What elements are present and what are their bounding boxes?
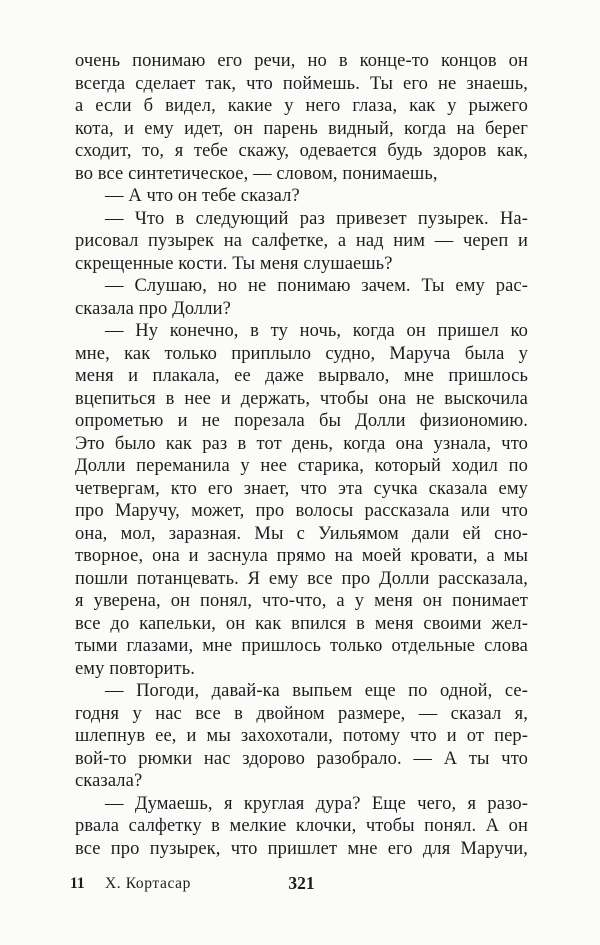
text-line: четвергам, кто его знает, что эта сучка сказала ему [75, 478, 528, 499]
text-block [75, 50, 528, 860]
page-number: 321 [288, 873, 315, 893]
text-line: — Слушаю, но не понимаю зачем. Ты ему рас- [105, 276, 528, 296]
text-line: всегда сделает так, что поймешь. Ты его не знаешь, [75, 73, 528, 94]
text-line: — Думаешь, я круглая дура? Еще чего, я разо- [105, 793, 528, 814]
text-line: а если б видел, какие у него глаза, как у рыжего [75, 96, 528, 116]
text-line: — А что он тебе сказал? [105, 186, 300, 206]
text-line: сказала? [75, 771, 143, 791]
text-line: сказала про Долли? [75, 298, 231, 319]
text-line: мне, как только приплыло судно, Маруча была у [75, 343, 528, 364]
text-line: сходит, то, я тебе скажу, одевается будь здоров как, [75, 141, 528, 161]
text-line: она, мол, заразная. Мы с Уильямом дали ей сно- [75, 523, 528, 544]
text-line: опрометью и не порезала бы Долли физиономию. [75, 411, 528, 431]
text-line: про Маручу, может, про волосы рассказала или что [75, 501, 528, 521]
text-line: тыми глазами, мне пришлось только отдельные слова [75, 636, 528, 656]
text-line: меня и плакала, ее даже вырвало, мне пришлось [75, 366, 528, 386]
text-line: все про пузырек, что пришлет мне его для Маручи, [75, 838, 528, 859]
text-line: вцепиться в нее и держать, чтобы она не выскочила [75, 388, 528, 409]
text-line: я уверена, он понял, что-что, а у меня он понимает [75, 591, 528, 611]
text-line: все до капельки, он как впился в меня своими жел- [75, 613, 528, 634]
text-line: рисовал пузырек на салфетке, а над ним — череп и [75, 231, 528, 251]
text-line: скрещенные кости. Ты меня слушаешь? [75, 253, 393, 274]
text-line: — Что в следующий раз привезет пузырек. На- [105, 208, 528, 229]
text-line: во все синтетическое, — словом, понимаешь, [75, 163, 438, 184]
text-line: — Погоди, давай-ка выпьем еще по одной, се- [105, 681, 528, 701]
text-line: вой-то рюмки нас здорово разобрало. — А ты что [75, 748, 528, 769]
text-line: очень понимаю его речи, но в конце-то концов он [75, 51, 528, 71]
page-footer [0, 874, 600, 896]
text-line: рвала салфетку в мелкие клочки, чтобы понял. А он [75, 816, 528, 836]
sheet-mark: 11 [70, 875, 85, 892]
text-line: ему повторить. [75, 658, 196, 679]
text-line: — Ну конечно, в ту ночь, когда он пришел ко [105, 321, 528, 341]
text-line: Это было как раз в тот день, когда она узнала, что [75, 433, 528, 454]
text-line: кота, и ему идет, он парень видный, когда на берег [75, 118, 528, 139]
text-line: пошли потанцевать. Я ему все про Долли рассказала, [75, 568, 528, 589]
footer-author: Х. Кортасар [105, 875, 191, 892]
text-line: шлепнув ее, и мы захохотали, потому что и от пер- [75, 726, 528, 746]
text-line: Долли переманила у нее старика, который ходил по [75, 456, 528, 476]
text-line: годня у нас все в двойном размере, — сказал я, [75, 703, 528, 724]
text-line: творное, она и заснула прямо на моей кровати, а мы [75, 546, 528, 566]
